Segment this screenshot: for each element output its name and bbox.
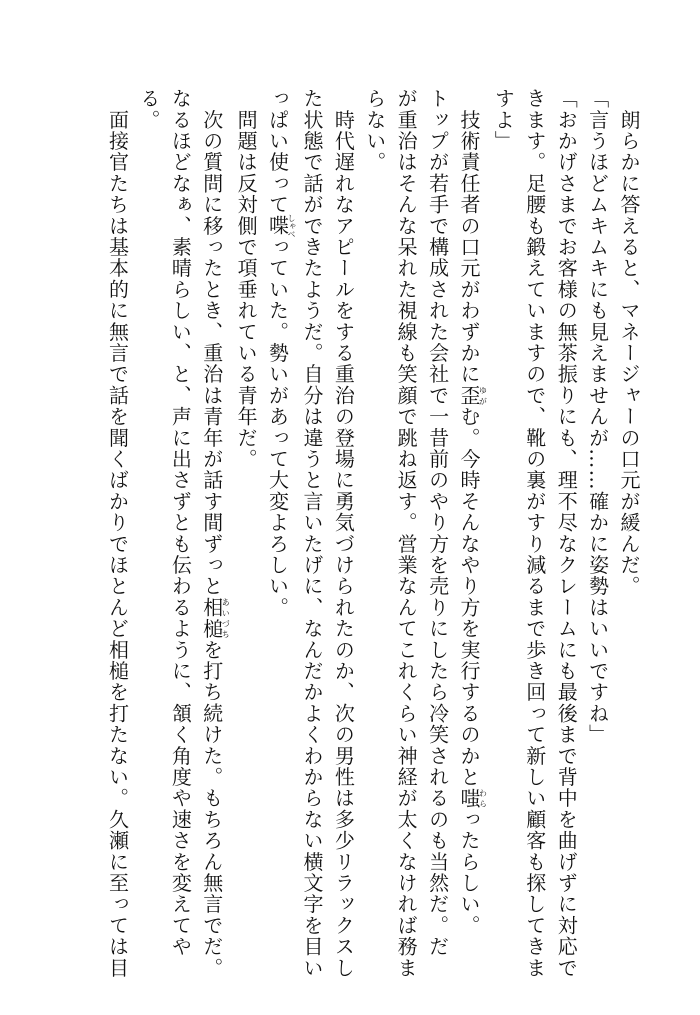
text-run: た状態で話ができたようだ。自分は違うと言いたげに、なんだかよくわからない横文字を目い <box>299 88 324 979</box>
text-column <box>487 88 518 968</box>
text-column <box>261 88 295 968</box>
text-column <box>421 88 452 968</box>
text-column <box>327 88 358 979</box>
text-run: ったらしい。 <box>456 808 481 937</box>
ruby-reading: わら <box>478 787 488 809</box>
ruby-reading: ゆが <box>478 384 488 407</box>
text-column <box>518 88 549 979</box>
text-run: 時代遅れなアピールをする重治の登場に勇気づけられたのか、次の男性は多少リラックスし <box>331 88 356 979</box>
text-column <box>230 88 261 968</box>
text-run: なるほどなぁ、素晴らしい、と、声に出さずとも伝わるように、頷く角度や速さを変えてや <box>168 88 193 958</box>
text-column <box>613 88 644 968</box>
text-column <box>101 88 132 979</box>
ruby-annotated-word <box>265 213 297 238</box>
text-run: 技術責任者の口元がわずかに <box>456 88 481 385</box>
text-run: が重治はそんな呆れた視線も笑顔で跳ね返す。営業なんてこれくらい神経が太くなければ務ま <box>394 88 419 979</box>
text-run: 面接官たちは基本的に無言で話を聞くばかりでほとんど相槌を打たない。久瀬に至っては目 <box>105 88 130 979</box>
vertical-text-body <box>101 88 644 979</box>
ruby-reading: しゃべ <box>287 213 297 238</box>
text-column <box>358 88 389 968</box>
ruby-annotated-word <box>456 384 488 407</box>
text-run: る。 <box>136 88 161 131</box>
text-column <box>550 88 581 979</box>
text-run: 「おかげさまでお客様の無茶振りにも、理不尽なクレームにも最後まで背中を曲げずに対応で <box>554 88 579 979</box>
text-column <box>390 88 421 979</box>
text-column <box>133 88 164 968</box>
ruby-base: 歪 <box>456 384 481 407</box>
text-run: 「言うほどムキムキにも見えませんが……確かに姿勢はいいですね」 <box>585 88 610 746</box>
text-run: 次の質問に移ったとき、重治は青年が話す間ずっと <box>199 88 224 597</box>
text-column <box>296 88 327 979</box>
text-column <box>581 88 612 968</box>
text-run: っぱい使って <box>265 88 290 216</box>
text-run: すよ」 <box>491 88 516 152</box>
text-column <box>164 88 195 968</box>
text-run: む。今時そんなやり方を実行するのかと <box>456 406 481 788</box>
ruby-base: 喋 <box>265 213 290 238</box>
ruby-base: 相槌 <box>199 596 224 640</box>
ruby-base: 嗤 <box>456 787 481 809</box>
text-run: きます。足腰も鍛えていますので、靴の裏がすり減るまで歩き回って新しい顧客も探してきま <box>522 88 547 979</box>
text-run: トップが若手で構成された会社で一昔前のやり方を売りにしたら冷笑されるのも当然だ。だ <box>425 88 450 958</box>
ruby-annotated-word <box>456 787 488 809</box>
ruby-annotated-word <box>199 596 231 640</box>
text-column <box>195 88 231 979</box>
text-run: を打ち続けた。もちろん無言でだ。 <box>199 639 224 979</box>
text-run: っていた。勢いがあって大変よろしい。 <box>265 236 290 619</box>
text-run: 問題は反対側で項垂れている青年だ。 <box>234 88 259 470</box>
ruby-reading: あいづち <box>221 596 231 640</box>
text-column <box>453 88 487 968</box>
text-run: 朗らかに答えると、マネージャーの口元が緩んだ。 <box>617 88 641 597</box>
text-run: らない。 <box>362 88 387 173</box>
